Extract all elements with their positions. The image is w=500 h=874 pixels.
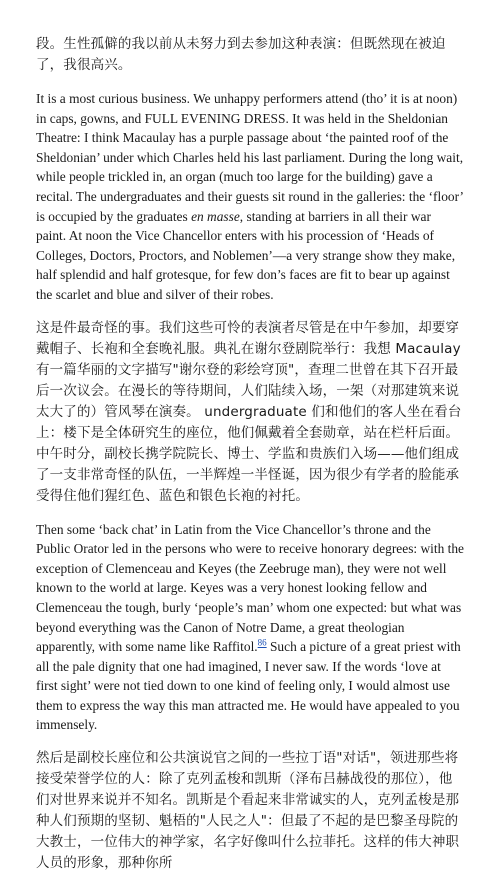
paragraph-chinese-1: 段。生性孤僻的我以前从未努力到去参加这种表演：但既然现在被迫了，我很高兴。 [36,36,446,73]
paragraph-english-1-text-a: It is a most curious business. We unhappy performers attend (tho’ it is at noon) in caps, gowns, and FULL EVENING DRESS. It was held in the Sheldonian Theatre: I think Macaulay has a purple passage about ‘the painted roof of the Sheldonian’ under which Charles held his last parliament. During the long wait, while people trickled in, an organ (much too large for the building) gave a recital. The undergraduates and their guests sit round in the galleries: the ‘floor’ is occupied by the graduates [36,91,464,224]
paragraph-english-2-text-b: Such a picture of a great priest with all the pale dignity that one had imagined, I never saw. If the words ‘love at first sight’ were not tied down to one kind of feeling only, I would almost use them to express the way this man attracted me. He would have appealed to you immensely. [36,639,461,733]
footnote-link[interactable]: 86 [257,637,267,648]
italic-en-masse: en masse [191,208,240,224]
paragraph-chinese-3: 然后是副校长座位和公共演说官之间的一些拉丁语"对话"，领进那些将接受荣誉学位的人：除了克列孟梭和凯斯（泽布吕赫战役的那位），他们对世界来说并不知名。凯斯是个看起来非常诚实的人，克列孟梭是那种人们预期的坚韧、魁梧的"人民之人"：但最了不起的是巴黎圣母院的大教士，一位伟大的神学家，名字好像叫什么拉菲托。这样的伟大神职人员的形象，那种你所 [36,750,460,872]
paragraph-english-2-text-a: Then some ‘back chat’ in Latin from the Vice Chancellor’s throne and the Public Orator led in the persons who were to receive honorary degrees: with the exception of Clemenceau and Keyes (the Zeebruge man), they were not well known to the world at large. Keyes was a very honest looking fellow and Clemenceau the tough, burly ‘people’s man’ whom one expected: but what was beyond everything was the Canon of Notre Dame, a great theologian apparently, with some name like Raffitol. [36,521,464,655]
paragraph-english-1-text-b: , standing at barriers in all their war paint. At noon the Vice Chancellor enters with his procession of ‘Heads of Colleges, Doctors, Proctors, and Noblemen’—a very strange show they make, half splendid and half grotesque, for few don’s faces are fit to bear up against the scarlet and blue and silver of their robes. [36,208,456,302]
paragraph-english-2 [36,520,464,736]
paragraph-english-1 [36,89,464,305]
paragraph-chinese-2: 这是件最奇怪的事。我们这些可怜的表演者尽管是在中午参加，却要穿戴帽子、长袍和全套晚礼服。典礼在谢尔登剧院举行：我想 Macaulay 有一篇华丽的文字描写"谢尔登的彩绘穹顶"，查理二世曾在其下召开最后一次议会。在漫长的等待期间，人们陆续入场，一架（对那建筑来说太大了的）管风琴在演奏。 undergraduate 们和他们的客人坐在看台上：楼下是全体研究生的座位，他们佩戴着全套勋章，站在栏杆后面。中午时分，副校长携学院院长、博士、学监和贵族们入场——他们组成了一支非常奇怪的队伍，一半辉煌一半怪诞，因为很少有学者的脸能承受得住他们猩红色、蓝色和银色长袍的衬托。 [36,319,462,504]
